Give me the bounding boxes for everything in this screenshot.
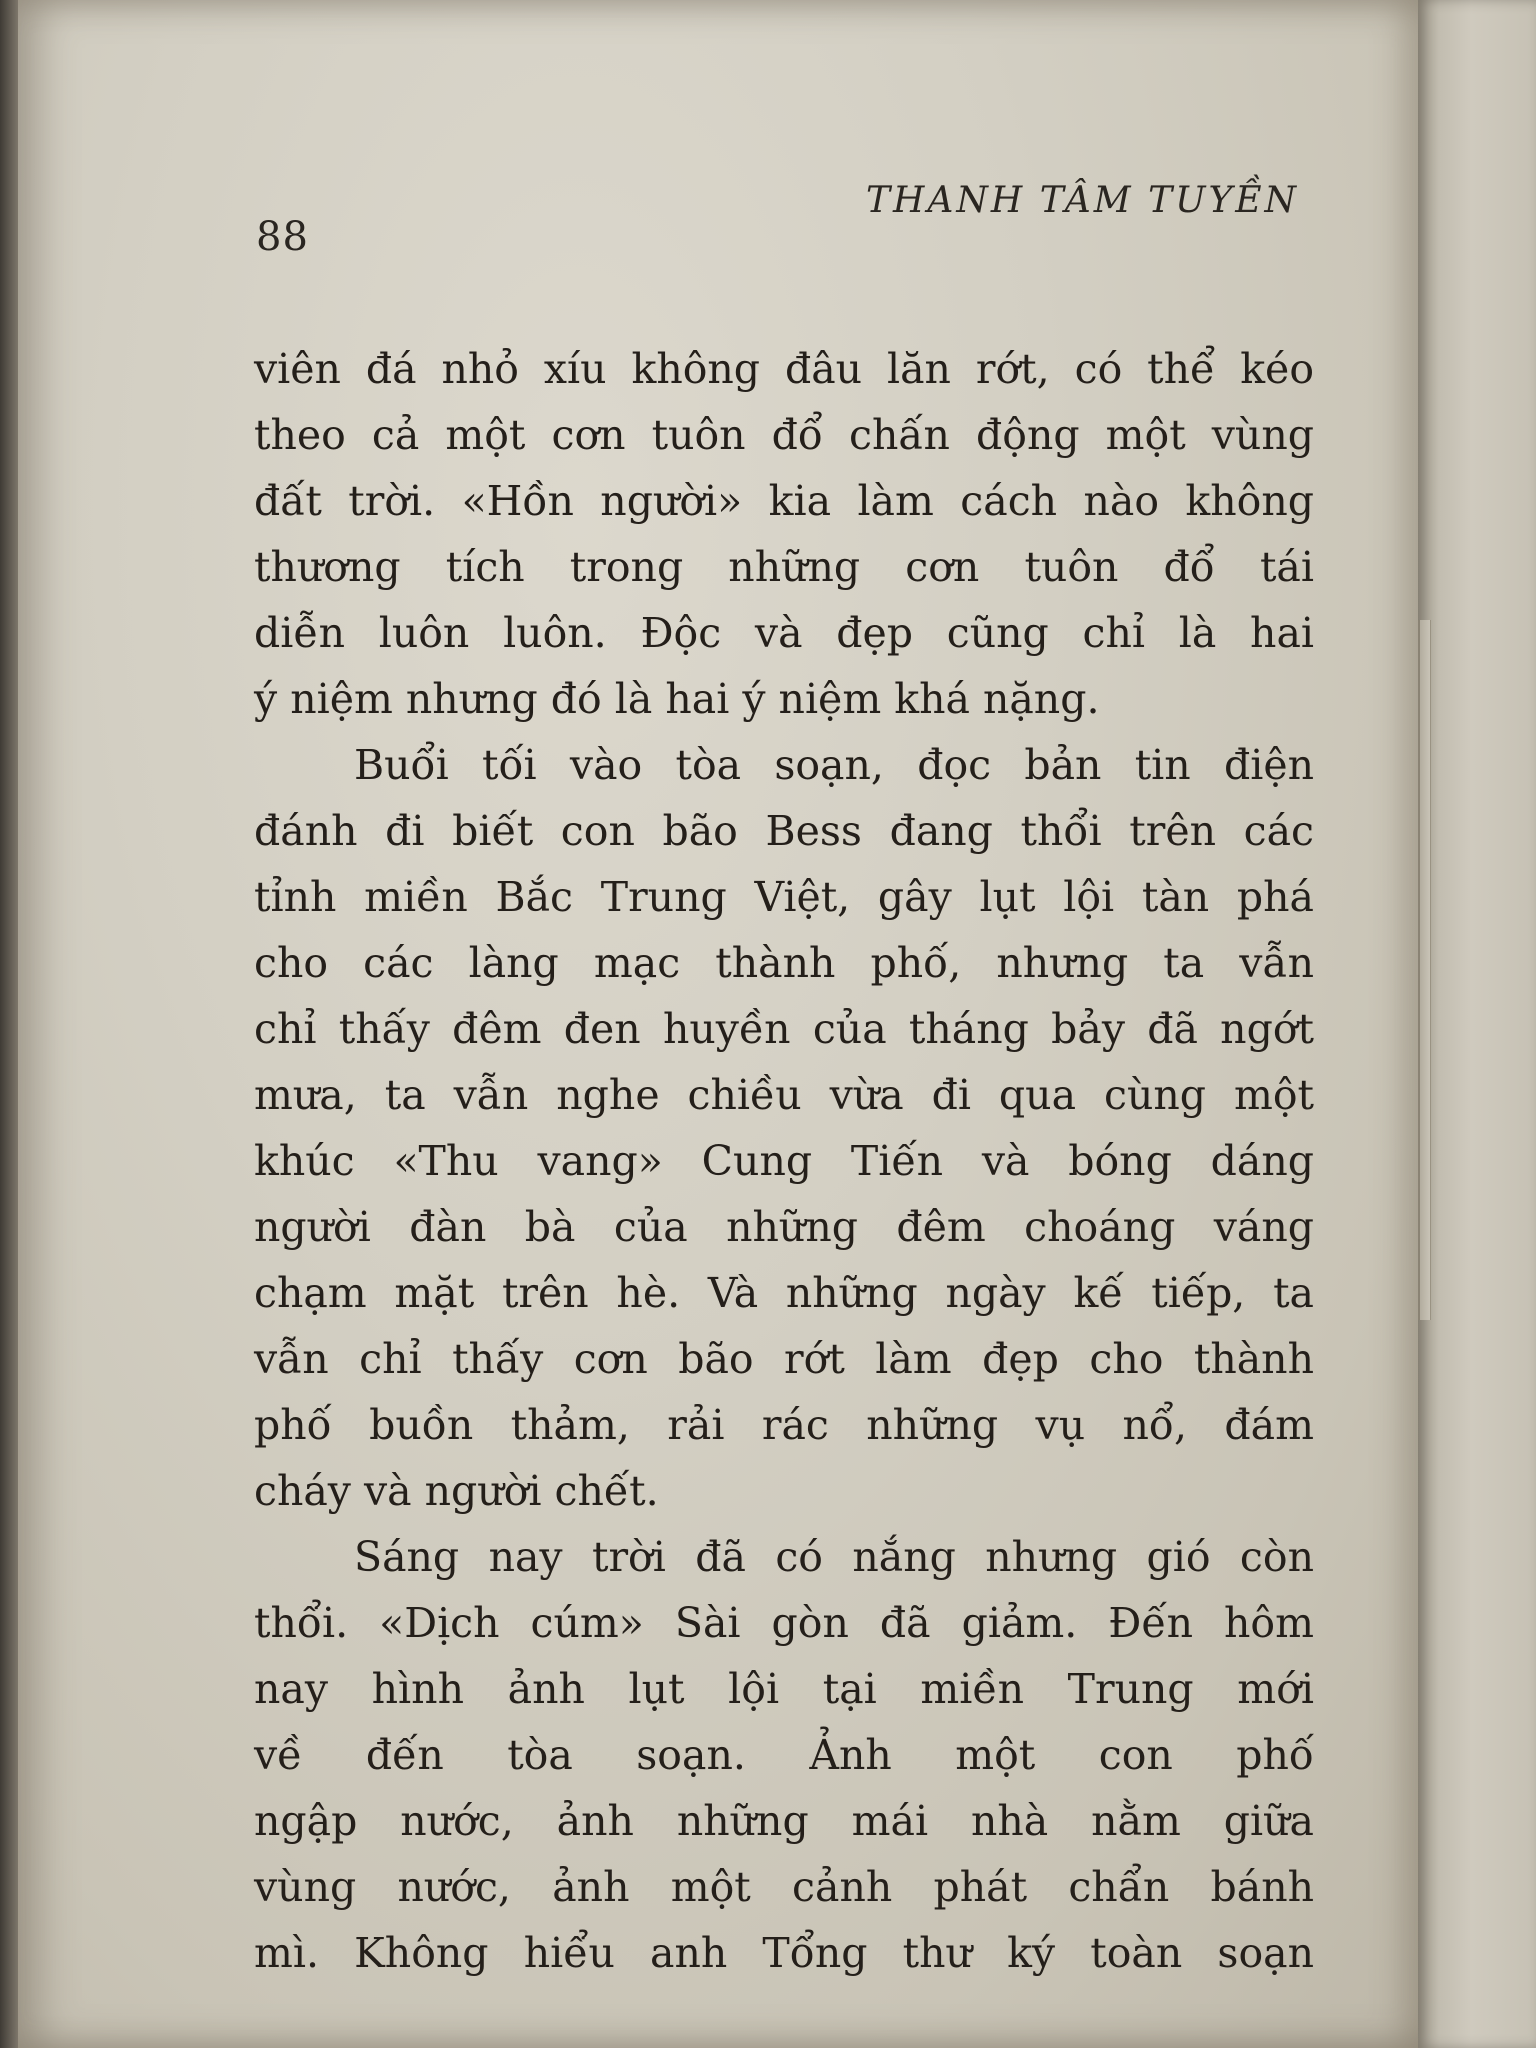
text-line: ý niệm nhưng đó là hai ý niệm khá nặng.	[254, 675, 1100, 723]
text-line: mưa, ta vẫn nghe chiều vừa đi qua cùng một	[254, 1071, 1314, 1119]
body-text	[254, 336, 1314, 1986]
text-line: diễn luôn luôn. Độc và đẹp cũng chỉ là hai	[254, 609, 1314, 657]
running-title: THANH TÂM TUYỀN	[866, 180, 1299, 221]
text-line: đánh đi biết con bão Bess đang thổi trên các	[254, 807, 1314, 855]
text-line: vẫn chỉ thấy cơn bão rớt làm đẹp cho thành	[254, 1335, 1314, 1383]
page-crease	[1418, 620, 1431, 1320]
text-line: mì. Không hiểu anh Tổng thư ký toàn soạn	[254, 1929, 1314, 1977]
text-line: vùng nước, ảnh một cảnh phát chẩn bánh	[254, 1863, 1314, 1911]
text-line: chỉ thấy đêm đen huyền của tháng bảy đã ngớt	[254, 1005, 1314, 1053]
text-line: cháy và người chết.	[254, 1467, 659, 1515]
text-line: người đàn bà của những đêm choáng váng	[254, 1203, 1314, 1251]
text-line: cho các làng mạc thành phố, nhưng ta vẫn	[254, 939, 1314, 987]
text-line: theo cả một cơn tuôn đổ chấn động một vùng	[254, 411, 1314, 459]
next-pages-edge	[1418, 0, 1536, 2048]
text-line: phố buồn thảm, rải rác những vụ nổ, đám	[254, 1401, 1314, 1449]
text-line: thương tích trong những cơn tuôn đổ tái	[254, 543, 1314, 591]
page-number: 88	[256, 214, 309, 260]
text-line: khúc «Thu vang» Cung Tiến và bóng dáng	[254, 1137, 1314, 1185]
text-line: nay hình ảnh lụt lội tại miền Trung mới	[254, 1665, 1314, 1713]
text-line: tỉnh miền Bắc Trung Việt, gây lụt lội tàn phá	[254, 873, 1314, 921]
text-line: viên đá nhỏ xíu không đâu lăn rớt, có thể kéo	[254, 345, 1314, 393]
text-line: thổi. «Dịch cúm» Sài gòn đã giảm. Đến hôm	[254, 1599, 1314, 1647]
text-line: chạm mặt trên hè. Và những ngày kế tiếp, ta	[254, 1269, 1314, 1317]
text-line: về đến tòa soạn. Ảnh một con phố	[254, 1731, 1314, 1779]
text-line: Sáng nay trời đã có nắng nhưng gió còn	[354, 1533, 1314, 1581]
text-line: Buổi tối vào tòa soạn, đọc bản tin điện	[354, 741, 1314, 789]
text-line: ngập nước, ảnh những mái nhà nằm giữa	[254, 1797, 1314, 1845]
text-line: đất trời. «Hồn người» kia làm cách nào không	[254, 477, 1314, 525]
